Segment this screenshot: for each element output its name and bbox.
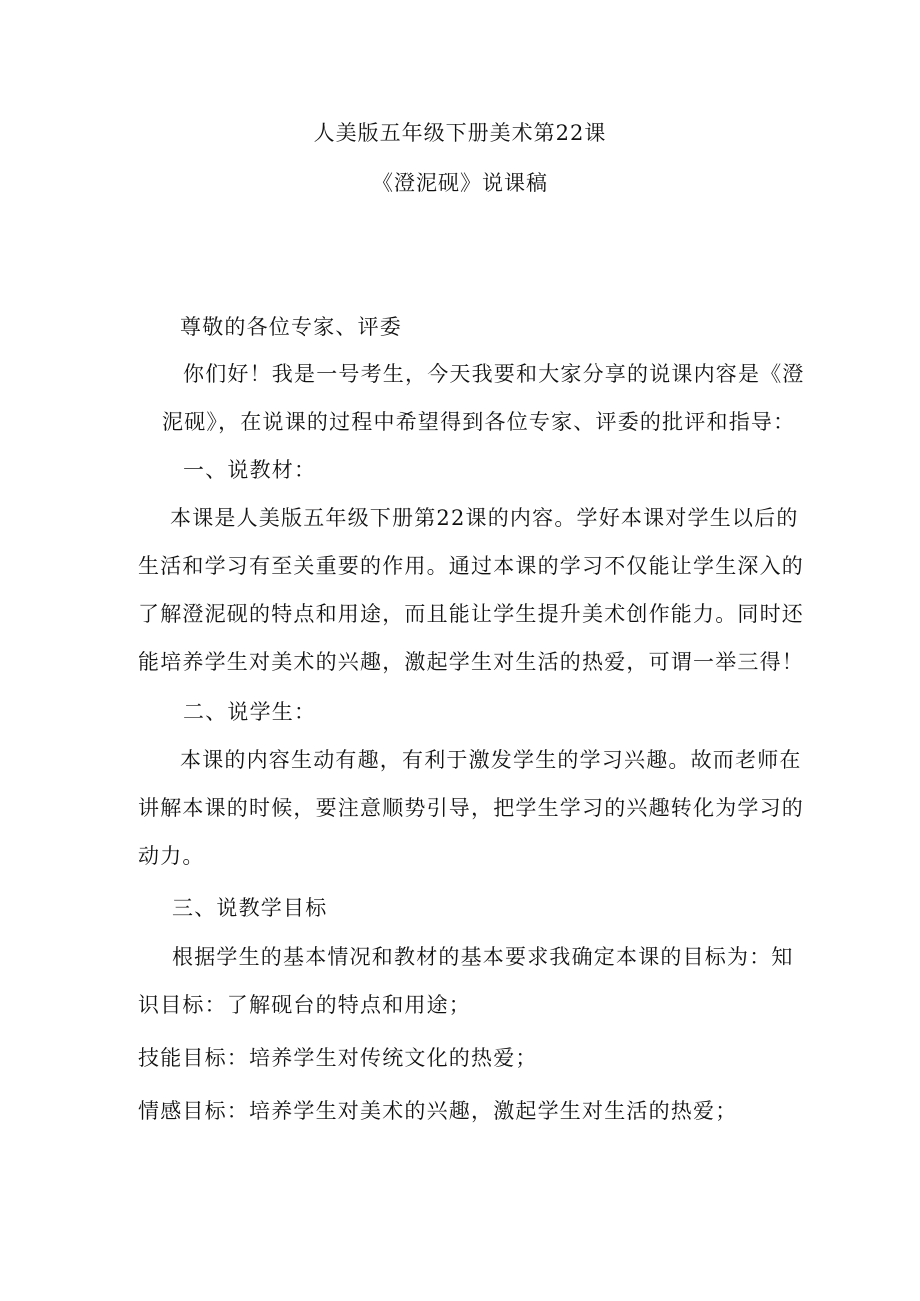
title-line-1: 人美版五年级下册美术第22课 bbox=[313, 121, 607, 145]
section-heading-objectives: 三、说教学目标 bbox=[172, 896, 328, 920]
objectives-line-3: 技能目标：培养学生对传统文化的热爱； bbox=[138, 1046, 538, 1070]
section-heading-students: 二、说学生： bbox=[183, 700, 317, 724]
textbook-line-4: 能培养学生对美术的兴趣，激起学生对生活的热爱，可谓一举三得！ bbox=[138, 650, 804, 674]
title-line-2: 《澄泥砚》说课稿 bbox=[372, 171, 548, 195]
students-line-1: 本课的内容生动有趣，有利于激发学生的学习兴趣。故而老师在 bbox=[180, 748, 802, 772]
textbook-line-2: 生活和学习有至关重要的作用。通过本课的学习不仅能让学生深入的 bbox=[138, 554, 804, 578]
textbook-line-3: 了解澄泥砚的特点和用途，而且能让学生提升美术创作能力。同时还 bbox=[138, 602, 804, 626]
objectives-line-1: 根据学生的基本情况和教材的基本要求我确定本课的目标为：知 bbox=[172, 945, 794, 969]
intro-line-1: 你们好！我是一号考生，今天我要和大家分享的说课内容是《澄 bbox=[183, 362, 805, 386]
salutation: 尊敬的各位专家、评委 bbox=[180, 315, 402, 339]
textbook-line-1: 本课是人美版五年级下册第22课的内容。学好本课对学生以后的 bbox=[170, 506, 799, 530]
students-line-2: 讲解本课的时候，要注意顺势引导，把学生学习的兴趣转化为学习的 bbox=[138, 796, 804, 820]
objectives-line-4: 情感目标：培养学生对美术的兴趣，激起学生对生活的热爱； bbox=[138, 1099, 738, 1123]
students-line-3: 动力。 bbox=[138, 844, 205, 868]
intro-line-2: 泥砚》，在说课的过程中希望得到各位专家、评委的批评和指导： bbox=[162, 410, 796, 434]
objectives-line-2: 识目标：了解砚台的特点和用途； bbox=[138, 993, 471, 1017]
section-heading-textbook: 一、说教材： bbox=[183, 458, 317, 482]
